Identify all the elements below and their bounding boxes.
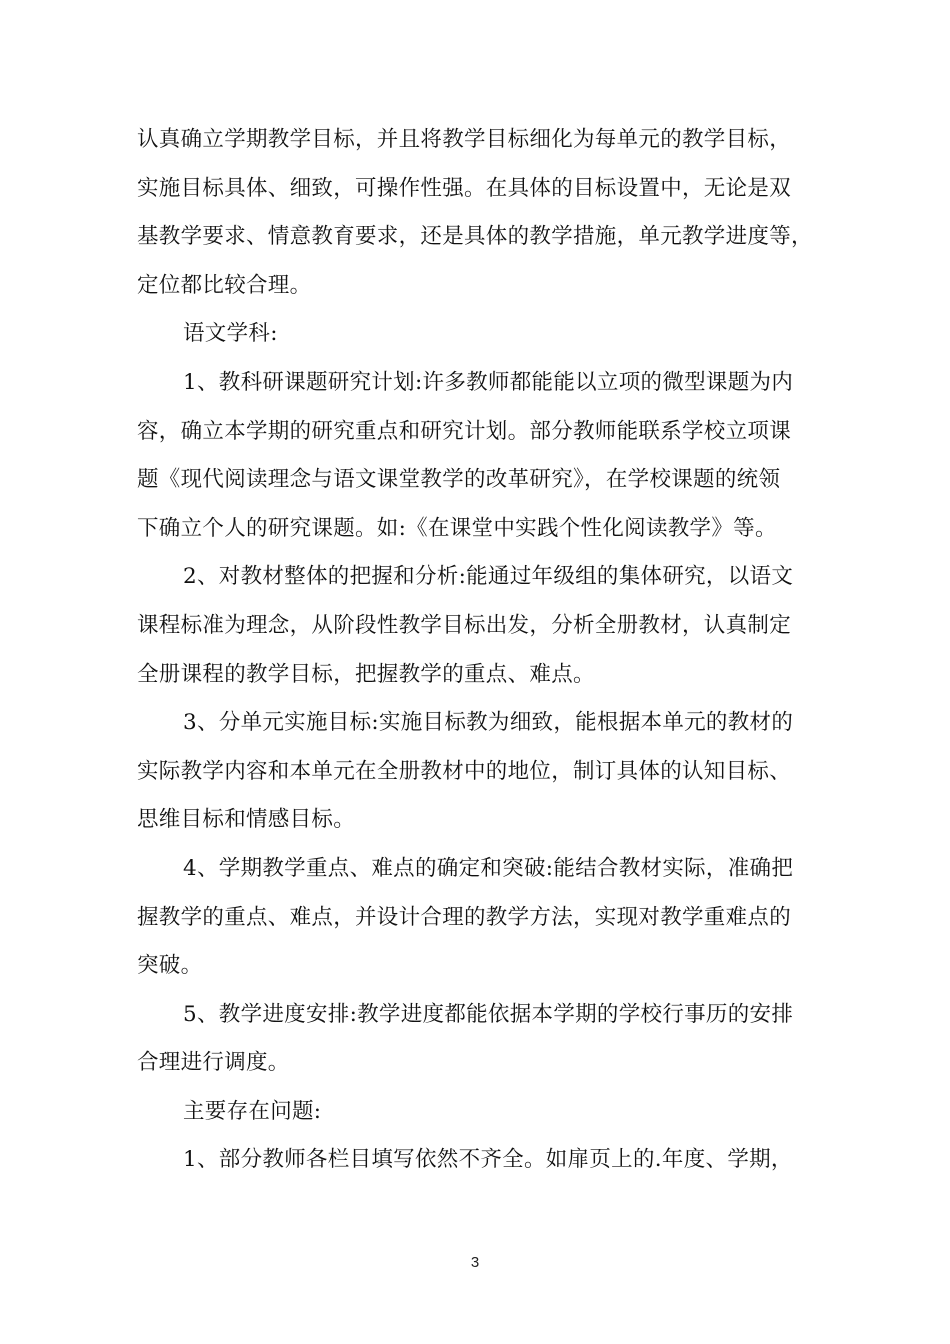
text-line: 基教学要求、情意教育要求，还是具体的教学措施，单元教学进度等， bbox=[137, 224, 813, 250]
text-line: 2、对教材整体的把握和分析:能通过年级组的集体研究，以语文 bbox=[183, 564, 794, 590]
text-line: 全册课程的教学目标，把握教学的重点、难点。 bbox=[137, 661, 595, 687]
text-line: 握教学的重点、难点，并设计合理的教学方法，实现对教学重难点的 bbox=[137, 904, 792, 930]
page-number: 3 bbox=[470, 1254, 480, 1271]
text-line: 实施目标具体、细致，可操作性强。在具体的目标设置中，无论是双 bbox=[137, 175, 792, 201]
section-heading: 主要存在问题: bbox=[183, 1098, 322, 1124]
text-line: 课程标准为理念，从阶段性教学目标出发，分析全册教材，认真制定 bbox=[137, 612, 792, 638]
text-line: 突破。 bbox=[137, 953, 203, 979]
text-line: 4、学期教学重点、难点的确定和突破:能结合教材实际，准确把 bbox=[183, 855, 794, 881]
text-line: 5、教学进度安排:教学进度都能依据本学期的学校行事历的安排 bbox=[183, 1001, 794, 1027]
text-line: 合理进行调度。 bbox=[137, 1050, 290, 1076]
text-line: 定位都比较合理。 bbox=[137, 272, 312, 298]
text-line: 1、教科研课题研究计划:许多教师都能能以立项的微型课题为内 bbox=[183, 369, 794, 395]
text-line: 1、部分教师各栏目填写依然不齐全。如扉页上的.年度、学期， bbox=[183, 1147, 793, 1173]
text-line: 题《现代阅读理念与语文课堂教学的改革研究》，在学校课题的统领 bbox=[137, 467, 781, 493]
text-line: 认真确立学期教学目标，并且将教学目标细化为每单元的教学目标， bbox=[137, 127, 792, 152]
section-heading: 语文学科: bbox=[183, 321, 278, 347]
text-line: 思维目标和情感目标。 bbox=[137, 807, 356, 833]
body-paragraphs bbox=[137, 116, 821, 1185]
text-line: 下确立个人的研究课题。如:《在课堂中实践个性化阅读教学》等。 bbox=[137, 515, 777, 541]
text-line: 3、分单元实施目标:实施目标教为细致，能根据本单元的教材的 bbox=[183, 710, 794, 736]
document-body bbox=[137, 116, 821, 1185]
text-line: 容，确立本学期的研究重点和研究计划。部分教师能联系学校立项课 bbox=[137, 418, 792, 444]
text-line: 实际教学内容和本单元在全册教材中的地位，制订具体的认知目标、 bbox=[137, 758, 792, 784]
